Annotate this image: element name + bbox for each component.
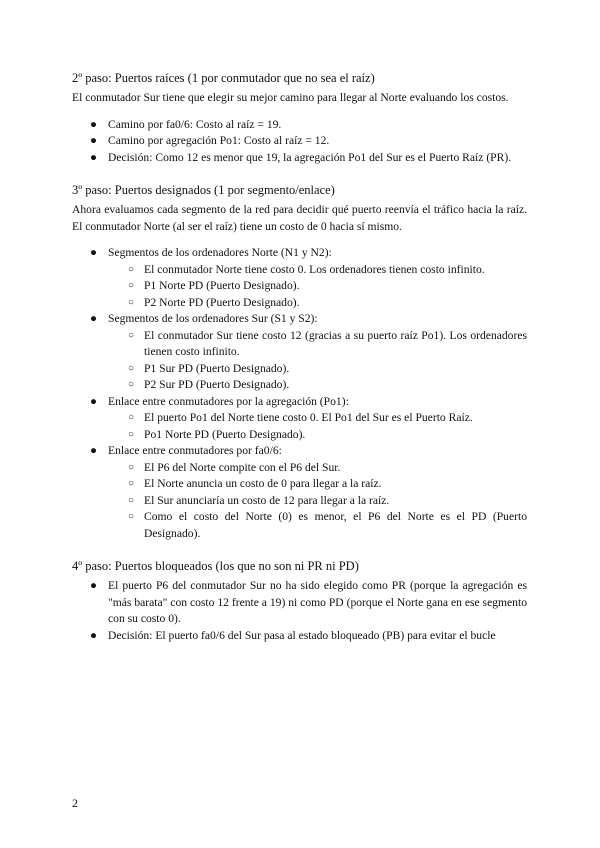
sub-list-item: ○ El conmutador Sur tiene costo 12 (gracias a su puerto raíz Po1). Los ordenadores tienen costo infinito. — [128, 328, 527, 358]
sub-bullet-icon: ○ — [128, 461, 135, 473]
list-item: ● Enlace entre conmutadores por la agregación (Po1): ○ El puerto Po1 del Norte tiene costo 0. El Po1 del Sur es el Puerto Raíz. ○ Po1 Norte PD (Puerto Designado). — [72, 394, 527, 444]
sub-list-item: ○ Como el costo del Norte (0) es menor, el P6 del Norte es el PD (Puerto Designado). — [128, 510, 527, 540]
sub-list-item: ○ Po1 Norte PD (Puerto Designado). — [108, 427, 527, 444]
paragraph-step3: Ahora evaluamos cada segmento de la red para decidir qué puerto reenvía el tráfico hacia la raíz. El conmutador Norte (al ser el raíz) tiene un costo de 0 hacia sí mismo. — [72, 203, 527, 233]
list-item: ● Segmentos de los ordenadores Norte (N1 y N2): ○ El conmutador Norte tiene costo 0. Los ordenadores tienen costo infinito. ○ P1 Norte PD (Puerto Designado). ○ P2 Norte PD (Puerto Designado). — [72, 245, 527, 311]
bullet-icon: ● — [90, 134, 98, 147]
list-item: ● Enlace entre conmutadores por fa0/6: ○ El P6 del Norte compite con el P6 del Sur. ○ El Norte anuncia un costo de 0 para llegar a la raíz. ○ El Sur anunciaría un costo de 12 para llegar a la raíz. ○ Como el costo del Norte (0) es menor, el P6 del Norte es el PD (Puerto Designado). — [72, 443, 527, 542]
sub-list-item: ○ P2 Norte PD (Puerto Designado). — [108, 295, 527, 312]
list-item: ● Camino por fa0/6: Costo al raíz = 19. — [72, 117, 527, 134]
sub-list-item: ○ El puerto Po1 del Norte tiene costo 0. El Po1 del Sur es el Puerto Raíz. — [108, 410, 527, 427]
sub-bullet-icon: ○ — [128, 511, 135, 522]
list-item: ● Segmentos de los ordenadores Sur (S1 y S2): ○ El conmutador Sur tiene costo 12 (gracias a su puerto raíz Po1). Los ordenadores tienen costo infinito. ○ P1 Sur PD (Puerto Designado). ○ P2 Sur PD (Puerto Designado). — [72, 311, 527, 394]
paragraph-step2: El conmutador Sur tiene que elegir su mejor camino para llegar al Norte evaluando los costos. — [72, 91, 509, 104]
section-heading-step4: 4º paso: Puertos bloqueados (los que no son ni PR ni PD) — [72, 559, 359, 573]
bullet-icon: ● — [90, 117, 98, 131]
sub-bullet-icon: ○ — [128, 428, 135, 440]
sub-bullet-icon: ○ — [128, 263, 135, 275]
sub-bullet-icon: ○ — [128, 296, 135, 308]
sub-list-item: ○ El Norte anuncia un costo de 0 para llegar a la raíz. — [108, 476, 527, 493]
sub-list-item: ○ P1 Sur PD (Puerto Designado). — [108, 361, 527, 378]
bullet-icon: ● — [90, 444, 98, 457]
section-heading-step3: 3º paso: Puertos designados (1 por segmento/enlace) — [72, 183, 335, 197]
sub-list-item: ○ El P6 del Norte compite con el P6 del Sur. — [108, 460, 527, 477]
sub-bullet-icon: ○ — [128, 329, 135, 341]
sub-bullet-icon: ○ — [128, 379, 135, 390]
sub-list-item: ○ El Sur anunciaría un costo de 12 para llegar a la raíz. — [108, 493, 527, 510]
bullet-list-step2 — [72, 117, 527, 167]
sub-bullet-icon: ○ — [128, 412, 135, 423]
sub-list-item: ○ P2 Sur PD (Puerto Designado). — [108, 377, 527, 394]
bullet-list-step3 — [72, 245, 527, 542]
document-page — [72, 70, 527, 654]
bullet-icon: ● — [90, 246, 98, 259]
bullet-icon: ● — [90, 150, 98, 164]
bullet-icon: ● — [90, 579, 98, 592]
sub-bullet-icon: ○ — [128, 280, 135, 291]
bullet-icon: ● — [90, 312, 98, 325]
sub-list-item: ○ P1 Norte PD (Puerto Designado). — [108, 278, 527, 295]
sub-bullet-icon: ○ — [128, 494, 135, 506]
list-item: ● Decisión: El puerto fa0/6 del Sur pasa al estado bloqueado (PB) para evitar el bucle — [72, 628, 527, 645]
list-item: ● El puerto P6 del conmutador Sur no ha sido elegido como PR (porque la agregación es "más barata" con costo 12 frente a 19) ni como PD (porque el Norte gana en ese segmento con su costo 0). — [90, 579, 527, 625]
list-item: ● Camino por agregación Po1: Costo al raíz = 12. — [72, 133, 527, 150]
sub-list — [108, 460, 527, 543]
sub-list — [108, 262, 527, 312]
section-heading-step2: 2º paso: Puertos raíces (1 por conmutador que no sea el raíz) — [72, 71, 375, 85]
bullet-list-step4 — [72, 578, 527, 644]
sub-bullet-icon: ○ — [128, 362, 135, 374]
list-item: ● Decisión: Como 12 es menor que 19, la agregación Po1 del Sur es el Puerto Raíz (PR). — [72, 150, 527, 167]
sub-bullet-icon: ○ — [128, 478, 135, 489]
sub-list-item: ○ El conmutador Norte tiene costo 0. Los ordenadores tienen costo infinito. — [108, 262, 527, 279]
sub-list — [108, 328, 527, 394]
sub-list — [108, 410, 527, 443]
bullet-icon: ● — [90, 394, 98, 408]
page-number: 2 — [72, 796, 78, 810]
bullet-icon: ● — [90, 628, 98, 642]
